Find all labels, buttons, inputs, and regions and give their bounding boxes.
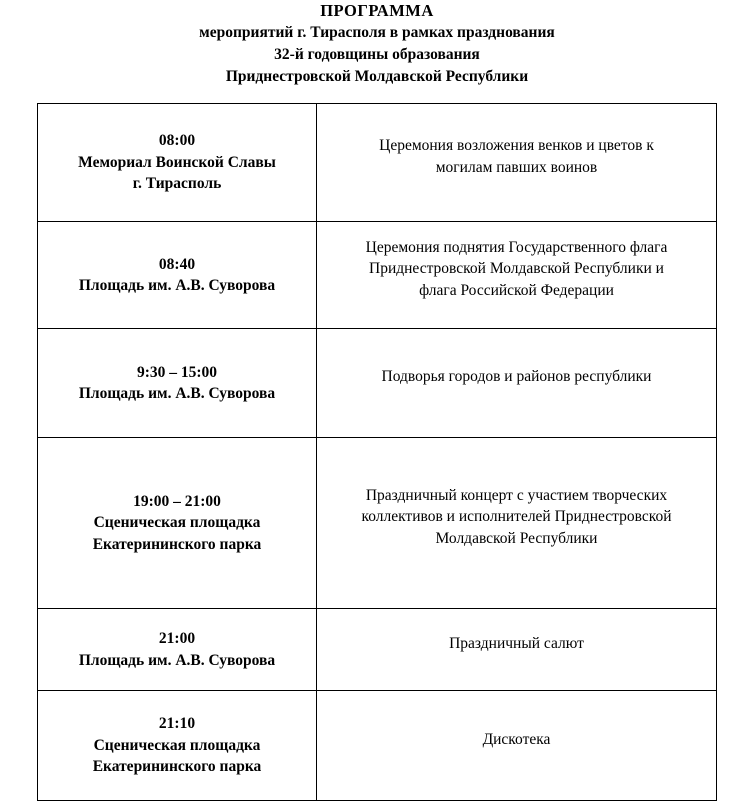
- event-place-line: Екатерининского парка: [92, 758, 262, 776]
- event-place-line: Мемориал Воинской Славы: [78, 153, 276, 171]
- event-time: 21:10: [158, 715, 196, 733]
- event-time-place-cell: [38, 329, 317, 438]
- document-header: [0, 0, 754, 88]
- header-line-3: Приднестровской Молдавской Республики: [225, 68, 529, 85]
- event-place-line: Сценическая площадка: [93, 514, 261, 532]
- event-place-line: Сценическая площадка: [93, 736, 261, 754]
- event-description-cell: [317, 329, 717, 438]
- event-description-line: Праздничный салют: [449, 634, 584, 652]
- event-time-place-cell: [38, 104, 317, 222]
- event-description-cell: [317, 691, 717, 801]
- table-row: [38, 104, 717, 222]
- page-title: ПРОГРАММА: [320, 1, 434, 20]
- event-time: 9:30 – 15:00: [136, 363, 218, 381]
- program-table: [37, 103, 717, 801]
- event-description-cell: [317, 222, 717, 329]
- event-description-line: коллективов и исполнителей Приднестровской: [361, 508, 672, 526]
- event-time-place-cell: [38, 438, 317, 609]
- table-row: [38, 222, 717, 329]
- event-description-cell: [317, 104, 717, 222]
- header-line-2: 32-й годовщины образования: [274, 46, 480, 63]
- event-place-line: Площадь им. А.В. Суворова: [78, 651, 276, 669]
- event-time: 19:00 – 21:00: [133, 492, 221, 510]
- event-description-line: Церемония возложения венков и цветов к: [379, 137, 654, 154]
- event-time-place-cell: [38, 222, 317, 329]
- event-time: 21:00: [158, 630, 196, 647]
- event-description-cell: [317, 438, 717, 609]
- table-row: [38, 609, 717, 691]
- event-description-line: Праздничный концерт с участием творческих: [365, 486, 668, 504]
- event-time-place-cell: [38, 609, 317, 691]
- event-time: 08:00: [158, 132, 196, 150]
- event-time-place-cell: [38, 691, 317, 801]
- event-description-line: флага Российской Федерации: [419, 281, 614, 299]
- event-description-line: Приднестровской Молдавской Республики и: [369, 260, 664, 278]
- event-description-line: Церемония поднятия Государственного флага: [365, 238, 668, 256]
- table-row: [38, 329, 717, 438]
- table-row: [38, 691, 717, 801]
- header-line-1: мероприятий г. Тирасполя в рамках празднования: [199, 24, 555, 41]
- event-place-line: Площадь им. А.В. Суворова: [78, 277, 276, 294]
- event-place-line: Площадь им. А.В. Суворова: [78, 385, 276, 402]
- event-description-line: Молдавской Республики: [435, 529, 598, 547]
- table-row: [38, 438, 717, 609]
- event-place-line: Екатерининского парка: [92, 535, 262, 553]
- event-description-line: Дискотека: [482, 730, 551, 748]
- event-place-line: г. Тирасполь: [132, 175, 222, 193]
- event-description-line: могилам павших воинов: [435, 158, 598, 176]
- event-time: 08:40: [158, 255, 196, 273]
- event-description-cell: [317, 609, 717, 691]
- event-description-line: Подворья городов и районов республики: [381, 368, 652, 386]
